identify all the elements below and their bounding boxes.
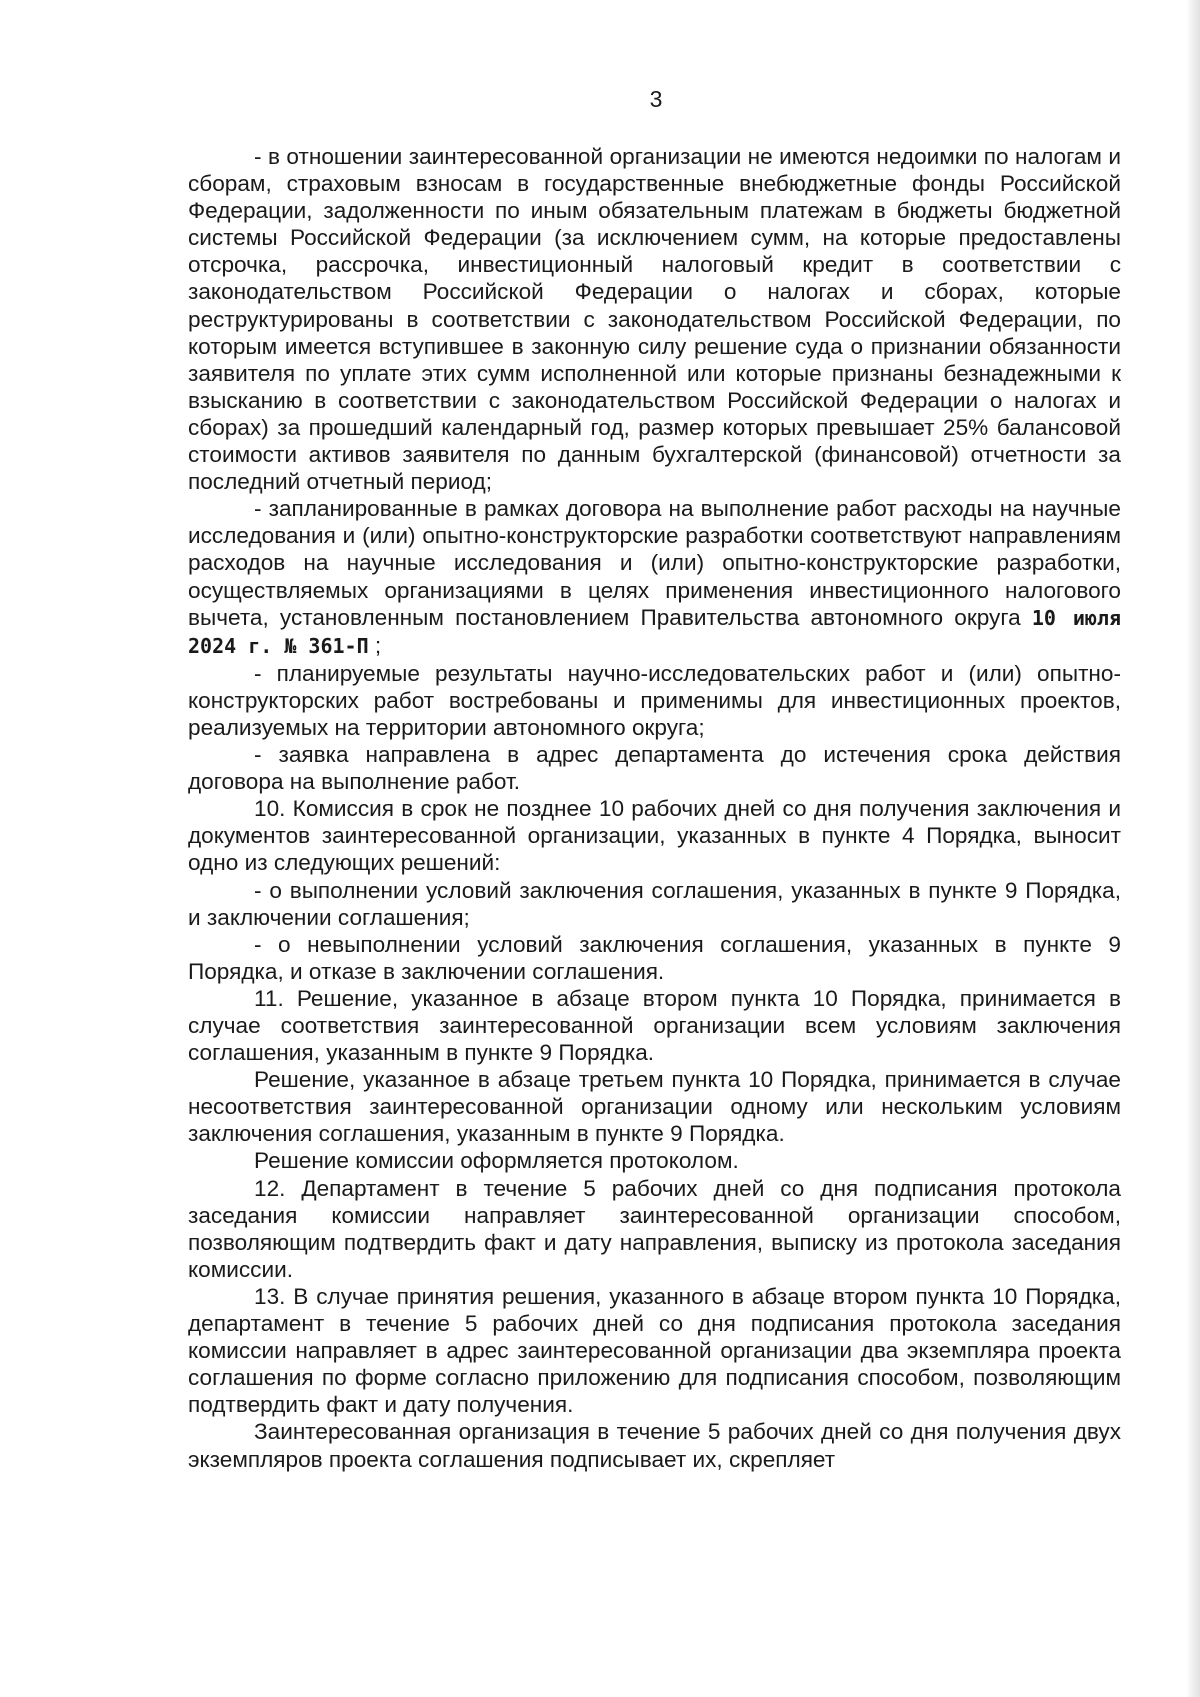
- paragraph-planned-results: - планируемые результаты научно-исследовательских работ и (или) опытно-конструкторских работ востребованы и применимы для инвестиционных проектов, реализуемых на территории автономного округа;: [188, 660, 1121, 740]
- paragraph-clause-11-refusal: Решение, указанное в абзаце третьем пункта 10 Порядка, принимается в случае несоответствия заинтересованной организации одному или нескольким условиям заключения соглашения, указанным в пункте 9 Порядка.: [188, 1067, 1121, 1147]
- decree-suffix: ;: [368, 632, 382, 658]
- paragraph-clause-10: 10. Комиссия в срок не позднее 10 рабочих дней со дня получения заключения и документов заинтересованной организации, указанных в пункте 4 Порядка, выносит одно из следующих решений:: [188, 796, 1121, 876]
- paragraph-decision-fulfilled: - о выполнении условий заключения соглашения, указанных в пункте 9 Порядка, и заключении соглашения;: [188, 877, 1121, 930]
- paragraph-decision-not-fulfilled: - о невыполнении условий заключения соглашения, указанных в пункте 9 Порядка, и отказе в заключении соглашения.: [188, 931, 1121, 984]
- paragraph-research-expenses: [188, 495, 1121, 660]
- paragraph-no-tax-arrears: - в отношении заинтересованной организации не имеются недоимки по налогам и сборам, страховым взносам в государственные внебюджетные фонды Российской Федерации, задолженности по иным обязательным платежам в бюджеты бюджетной системы Российской Федерации (за исключением сумм, на которые предоставлены отсрочка, рассрочка, инвестиционный налоговый кредит в соответствии с законодательством Российской Федерации о налогах и сборах, которые реструктурированы в соответствии с законодательством Российской Федерации, по которым имеется вступившее в законную силу решение суда о признании обязанности заявителя по уплате этих сумм исполненной или которые признаны безнадежными к взысканию в соответствии с законодательством Российской Федерации о налогах и сборах) за прошедший календарный год, размер которых превышает 25% балансовой стоимости активов заявителя по данным бухгалтерской (финансовой) отчетности за последний отчетный период;: [188, 144, 1121, 495]
- paragraph-clause-13: 13. В случае принятия решения, указанного в абзаце втором пункта 10 Порядка, департамент в течение 5 рабочих дней со дня подписания протокола заседания комиссии направляет в адрес заинтересованной организации два экземпляра проекта соглашения по форме согласно приложению для подписания способом, позволяющим подтвердить факт и дату получения.: [188, 1283, 1121, 1418]
- decree-date-reference: 10 июля 2024 г. № 361-П: [188, 605, 1121, 658]
- paragraph-research-expenses-text: - запланированные в рамках договора на выполнение работ расходы на научные исследования и (или) опытно-конструкторские разработки соответствуют направлениям расходов на научные исследования и (или) опытно-конструкторские разработки, осуществляемых организациями в целях применения инвестиционного налогового вычета, установленным постановлением Правительства автономного округа: [188, 496, 1121, 630]
- page-number: 3: [649, 86, 663, 112]
- document-body: [188, 143, 1121, 1473]
- paragraph-clause-11: 11. Решение, указанное в абзаце втором пункта 10 Порядка, принимается в случае соответствия заинтересованной организации всем условиям заключения соглашения, указанным в пункте 9 Порядка.: [188, 985, 1121, 1066]
- page-edge-shadow: [1186, 0, 1200, 1697]
- paragraph-protocol: Решение комиссии оформляется протоколом.: [254, 1148, 739, 1174]
- paragraph-organization-signing: Заинтересованная организация в течение 5 рабочих дней со дня получения двух экземпляров проекта соглашения подписывает их, скрепляет: [188, 1419, 1121, 1472]
- paragraph-clause-12: 12. Департамент в течение 5 рабочих дней со дня подписания протокола заседания комиссии направляет заинтересованной организации способом, позволяющим подтвердить факт и дату направления, выписку из протокола заседания комиссии.: [188, 1175, 1121, 1282]
- paragraph-application-deadline: - заявка направлена в адрес департамента до истечения срока действия договора на выполнение работ.: [188, 742, 1121, 795]
